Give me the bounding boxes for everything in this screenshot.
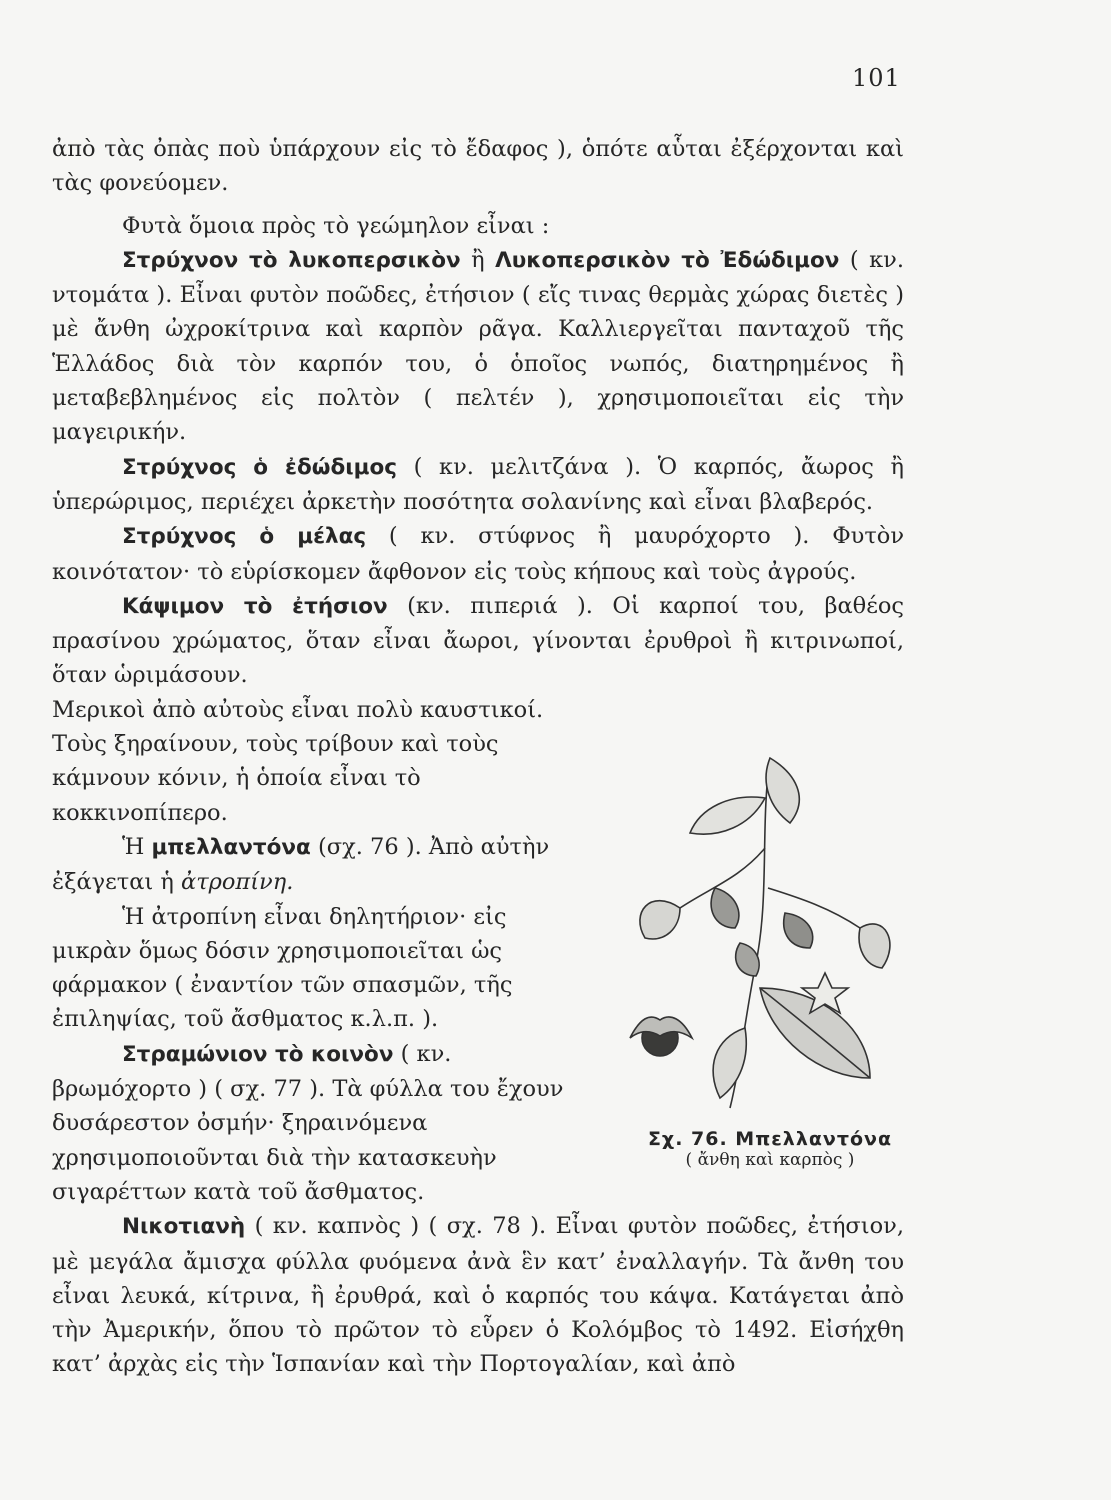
term-bold: Στρύχνος ὁ μέλας — [122, 524, 367, 550]
text-run: ( κν. βρωμόχορτο ) ( σχ. 77 ). Τὰ φύλλα του ἔχουν δυσάρεστον ὀσμήν· ξηραινόμενα χρησιμοποιοῦνται διὰ τὴν κατασκευὴν σιγαρέττων κατὰ τοῦ ἄσθματος. — [52, 1040, 564, 1205]
text-run: ( κν. στύφνος ἢ μαυρόχορτο ). Φυτὸν κοινότατον· τὸ εὑρίσκομεν ἄφθονον εἰς τοὺς κήπους καὶ τοὺς ἀγρούς. — [52, 523, 904, 585]
text-run: ( κν. ντομάτα ). Εἶναι φυτὸν ποῶδες, ἐτήσιον ( εἴς τινας θερμὰς χώρας διετὲς ) μὲ ἄνθη ὠχροκίτρινα καὶ καρπὸν ρᾶγα. Καλλιεργεῖται πανταχοῦ τῆς Ἑλλάδος διὰ τὸν καρπόν του, ὁ ὁποῖος νωπός, διατηρημένος ἢ μεταβεβλημένος εἰς πολτὸν ( πελτέν ), χρησιμοποιεῖται εἰς τὴν μαγειρικήν. — [52, 246, 904, 446]
paragraph — [52, 243, 904, 450]
term-bold: Στραμώνιον τὸ κοινὸν — [122, 1041, 394, 1067]
paragraph: Μερικοὶ ἀπὸ αὐτοὺς εἶναι πολὺ καυστικοί. Τοὺς ξηραίνουν, τοὺς τρίβουν καὶ τοὺς κάμνουν κόνιν, ἡ ὁποία εἶναι τὸ κοκκινοπίπερο. — [52, 696, 544, 826]
paragraph — [52, 830, 584, 900]
paragraph — [52, 450, 904, 520]
text-run: (σχ. 76 ). Ἀπὸ αὐτὴν ἐξάγεται ἡ — [52, 833, 550, 896]
term-bold: Κάψιμον τὸ ἐτήσιον — [122, 593, 388, 619]
term-bold: Λυκοπερσικὸν τὸ Ἐδώδιμον — [495, 247, 840, 273]
text-run: (κν. πιπεριά ). Οἱ καρποί του, βαθέος πρασίνου χρώματος, ὅταν εἶναι ἄωροι, γίνονται ἐρυθροὶ ἢ κιτρινωποί, ὅταν ὡριμάσουν. — [52, 592, 905, 689]
paragraph: Φυτὰ ὅμοια πρὸς τὸ γεώμηλον εἶναι : — [122, 212, 550, 239]
term-italic: ἀτροπίνη. — [181, 869, 294, 896]
paragraph — [52, 519, 904, 589]
text-run: ( κν. καπνὸς ) ( σχ. 78 ). Εἶναι φυτὸν ποῶδες, ἐτήσιον, μὲ μεγάλα ἄμισχα φύλλα φυόμενα ἀνὰ ἓν κατ’ ἐναλλαγήν. Τὰ ἄνθη του εἶναι λευκά, κίτρινα, ἢ ἐρυθρά, καὶ ὁ καρπός του κάψα. Κατάγεται ἀπὸ τὴν Ἀμερικήν, ὅπου τὸ πρῶτον τὸ εὗρεν ὁ Κολόμβος τὸ 1492. Εἰσήχθη κατ’ ἀρχὰς εἰς τὴν Ἱσπανίαν καὶ τὴν Πορτογαλίαν, καὶ ἀπὸ — [52, 1213, 904, 1378]
term-bold: Στρύχνον τὸ λυκοπερσικὸν — [122, 247, 461, 273]
belladonna-illustration — [620, 738, 900, 1118]
paragraph — [52, 1037, 584, 1209]
text-run: Ἡ — [122, 833, 152, 860]
narrow-column — [52, 693, 584, 1209]
text-run: ( κν. μελιτζάνα ). Ὁ καρπός, ἄωρος ἢ ὑπερώριμος, περιέχει ἀρκετὴν ποσότητα σολανίνης καὶ εἶναι βλαβερός. — [52, 453, 904, 515]
page-number: 101 — [852, 64, 901, 92]
paragraph: ἀπὸ τὰς ὀπὰς ποὺ ὑπάρχουν εἰς τὸ ἔδαφος ), ὁπότε αὗται ἐξέρχονται καὶ τὰς φονεύομεν. — [52, 136, 904, 197]
text-run: ἢ — [460, 246, 496, 273]
paragraph — [52, 589, 904, 693]
term-bold: Νικοτιανὴ — [122, 1214, 246, 1240]
paragraph — [52, 1209, 904, 1381]
term-bold: Στρύχνος ὁ ἐδώδιμος — [122, 454, 397, 480]
figure-caption — [640, 1128, 900, 1170]
term-bold: μπελλαντόνα — [151, 834, 311, 860]
caption-subtitle: ( ἄνθη καὶ καρπὸς ) — [685, 1150, 855, 1170]
caption-title: Σχ. 76. Μπελλαντόνα — [647, 1128, 893, 1150]
paragraph: Ἡ ἀτροπίνη εἶναι δηλητήριον· εἰς μικρὰν ὅμως δόσιν χρησιμοποιεῖται ὡς φάρμακον ( ἐναντίον τῶν σπασμῶν, τῆς ἐπιληψίας, τοῦ ἄσθματος κ.λ.π. ). — [52, 903, 513, 1033]
